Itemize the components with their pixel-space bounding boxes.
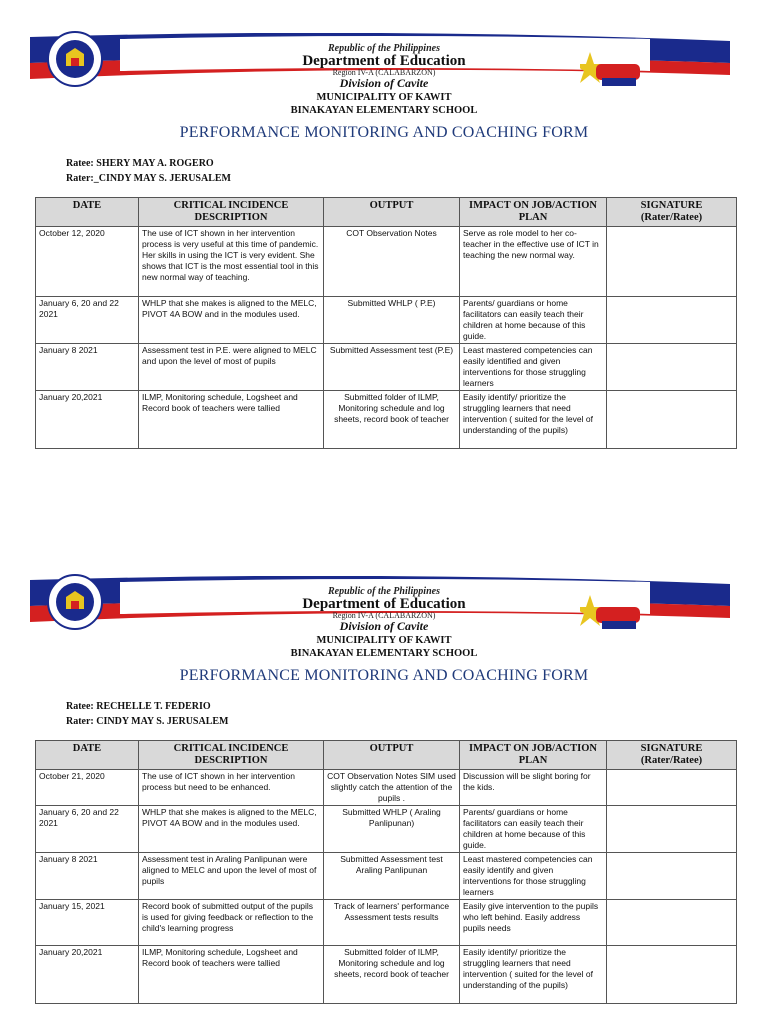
date-cell: January 20,2021 — [36, 391, 139, 449]
republic-label: Republic of the Philippines — [328, 586, 440, 597]
column-header-signature: SIGNATURE (Rater/Ratee) — [607, 741, 737, 770]
column-header-impact: IMPACT ON JOB/ACTION PLAN — [460, 741, 607, 770]
impact-cell: Easily identify/ prioritize the struggling learners that need intervention ( suited for the level of understanding of the pupils) — [460, 946, 607, 1004]
description-cell: Assessment test in Araling Panlipunan were aligned to MELC and upon the level of most of pupils — [139, 853, 324, 900]
column-header-date: DATE — [36, 198, 139, 227]
ratee-label: Ratee: RECHELLE T. FEDERIO — [66, 701, 211, 712]
region-label: Region IV-A (CALABARZON) — [332, 611, 436, 620]
table-row — [36, 391, 737, 449]
description-cell: WHLP that she makes is aligned to the MELC, PIVOT 4A BOW and in the modules used. — [139, 806, 324, 853]
description-cell: WHLP that she makes is aligned to the MELC, PIVOT 4A BOW and in the modules used. — [139, 297, 324, 344]
monitoring-table-2 — [35, 740, 737, 1004]
deped-cavite-logo — [580, 50, 640, 90]
table-row — [36, 770, 737, 806]
table-row — [36, 946, 737, 1004]
monitoring-table-1 — [35, 197, 737, 449]
date-cell: January 6, 20 and 22 2021 — [36, 297, 139, 344]
impact-cell: Parents/ guardians or home facilitators can easily teach their children at home because of this guide. — [460, 806, 607, 853]
output-cell: Track of learners' performance Assessment tests results — [324, 900, 460, 946]
impact-cell: Easily identify/ prioritize the struggling learners that need intervention ( suited for the level of understanding of the pupils) — [460, 391, 607, 449]
signature-cell — [607, 900, 737, 946]
output-cell: Submitted folder of ILMP, Monitoring schedule and log sheets, record book of teacher — [324, 391, 460, 449]
table-header-row — [36, 198, 737, 227]
date-cell: January 20,2021 — [36, 946, 139, 1004]
region-label: Region IV-A (CALABARZON) — [332, 68, 436, 77]
date-cell: January 15, 2021 — [36, 900, 139, 946]
column-header-description: CRITICAL INCIDENCE DESCRIPTION — [139, 741, 324, 770]
description-cell: ILMP, Monitoring schedule, Logsheet and Record book of teachers were tallied — [139, 946, 324, 1004]
table-row — [36, 297, 737, 344]
description-cell: The use of ICT shown in her intervention process is very useful at this time of pandemic. Her skills in using the ICT is very evident. She shows that ICT is the most essential tool in this new normal way of teaching. — [139, 227, 324, 297]
deped-cavite-logo — [580, 593, 640, 633]
rater-label: Rater:_CINDY MAY S. JERUSALEM — [66, 173, 231, 184]
impact-cell: Least mastered competencies can easily identify and given interventions for those struggling learners — [460, 853, 607, 900]
output-cell: Submitted Assessment test (P.E) — [324, 344, 460, 391]
municipality-label: MUNICIPALITY OF KAWIT — [316, 92, 452, 103]
signature-cell — [607, 853, 737, 900]
description-cell: Assessment test in P.E. were aligned to MELC and upon the level of most of pupils — [139, 344, 324, 391]
signature-cell — [607, 391, 737, 449]
table-row — [36, 344, 737, 391]
impact-cell: Least mastered competencies can easily identified and given interventions for those struggling learners — [460, 344, 607, 391]
table-row — [36, 853, 737, 900]
column-header-description: CRITICAL INCIDENCE DESCRIPTION — [139, 198, 324, 227]
signature-cell — [607, 770, 737, 806]
department-label: Department of Education — [302, 596, 466, 612]
form-title: PERFORMANCE MONITORING AND COACHING FORM — [179, 124, 589, 141]
school-name: BINAKAYAN ELEMENTARY SCHOOL — [290, 105, 478, 116]
signature-cell — [607, 946, 737, 1004]
table-header-row — [36, 741, 737, 770]
date-cell: October 21, 2020 — [36, 770, 139, 806]
signature-cell — [607, 806, 737, 853]
impact-cell: Discussion will be slight boring for the kids. — [460, 770, 607, 806]
division-label: Division of Cavite — [339, 76, 429, 90]
signature-cell — [607, 344, 737, 391]
date-cell: January 8 2021 — [36, 344, 139, 391]
output-cell: Submitted Assessment test Araling Panlipunan — [324, 853, 460, 900]
column-header-date: DATE — [36, 741, 139, 770]
description-cell: ILMP, Monitoring schedule, Logsheet and Record book of teachers were tallied — [139, 391, 324, 449]
table-row — [36, 900, 737, 946]
impact-cell: Parents/ guardians or home facilitators can easily teach their children at home because of this guide. — [460, 297, 607, 344]
description-cell: Record book of submitted output of the pupils is used for giving feedback or reflection to the child's learning progress — [139, 900, 324, 946]
column-header-output: OUTPUT — [324, 741, 460, 770]
department-label: Department of Education — [302, 53, 466, 69]
date-cell: January 6, 20 and 22 2021 — [36, 806, 139, 853]
rater-label: Rater: CINDY MAY S. JERUSALEM — [66, 716, 229, 727]
output-cell: COT Observation Notes SIM used slightly catch the attention of the pupils . — [324, 770, 460, 806]
column-header-output: OUTPUT — [324, 198, 460, 227]
output-cell: COT Observation Notes — [324, 227, 460, 297]
table-row — [36, 227, 737, 297]
column-header-impact: IMPACT ON JOB/ACTION PLAN — [460, 198, 607, 227]
date-cell: October 12, 2020 — [36, 227, 139, 297]
description-cell: The use of ICT shown in her intervention process but need to be enhanced. — [139, 770, 324, 806]
form-title: PERFORMANCE MONITORING AND COACHING FORM — [179, 667, 589, 684]
division-label: Division of Cavite — [339, 619, 429, 633]
table-row — [36, 806, 737, 853]
impact-cell: Easily give intervention to the pupils who left behind. Easily address pupils needs — [460, 900, 607, 946]
impact-cell: Serve as role model to her co-teacher in the effective use of ICT in teaching the new normal way. — [460, 227, 607, 297]
output-cell: Submitted WHLP ( P.E) — [324, 297, 460, 344]
date-cell: January 8 2021 — [36, 853, 139, 900]
signature-cell — [607, 297, 737, 344]
signature-cell — [607, 227, 737, 297]
output-cell: Submitted folder of ILMP, Monitoring schedule and log sheets, record book of teacher — [324, 946, 460, 1004]
ratee-label: Ratee: SHERY MAY A. ROGERO — [66, 158, 214, 169]
output-cell: Submitted WHLP ( Araling Panlipunan) — [324, 806, 460, 853]
municipality-label: MUNICIPALITY OF KAWIT — [316, 635, 452, 646]
school-name: BINAKAYAN ELEMENTARY SCHOOL — [290, 648, 478, 659]
column-header-signature: SIGNATURE (Rater/Ratee) — [607, 198, 737, 227]
republic-label: Republic of the Philippines — [328, 43, 440, 54]
